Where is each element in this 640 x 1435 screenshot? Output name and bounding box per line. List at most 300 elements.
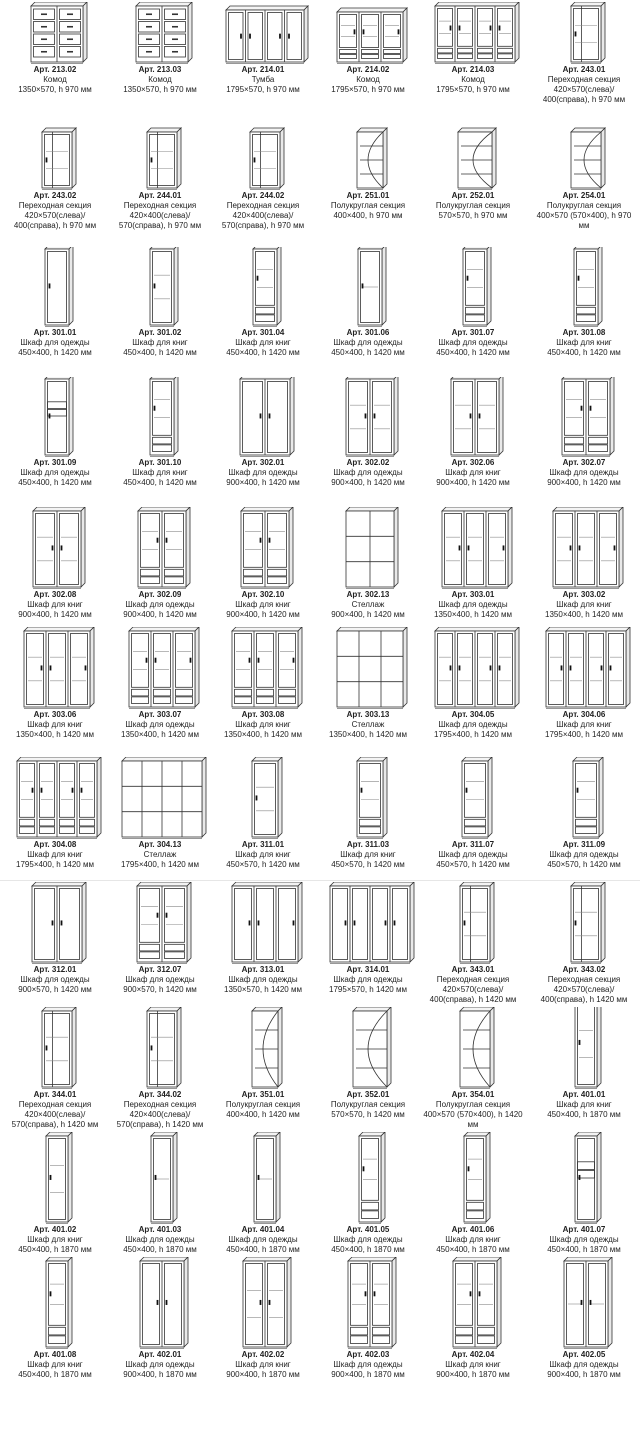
wardrobe-icon — [536, 377, 632, 457]
item-name: Шкаф для книг — [445, 468, 501, 477]
bookcase-icon — [536, 1007, 632, 1089]
section-divider — [0, 880, 640, 881]
item-caption — [2, 1225, 108, 1255]
transition-section-icon — [425, 882, 521, 964]
item-name: Комод — [43, 75, 67, 84]
item-caption — [2, 65, 108, 95]
catalog-item — [210, 1257, 316, 1380]
item-name: Переходная секция 420×570(слева)/ 400(справа), h 970 мм — [542, 75, 626, 104]
catalog-item — [315, 122, 421, 221]
item-article: Арт. 302.10 — [241, 590, 285, 599]
item-article: Арт. 301.02 — [138, 328, 182, 337]
item-article: Арт. 344.02 — [138, 1090, 182, 1099]
sideboard-icon — [215, 2, 311, 64]
catalog-item — [210, 247, 316, 358]
item-dimensions: 450×400, h 1420 мм — [226, 348, 300, 357]
bookcase-icon — [425, 377, 521, 457]
item-article: Арт. 304.05 — [451, 710, 495, 719]
catalog-item — [531, 122, 637, 231]
item-article: Арт. 303.06 — [33, 710, 77, 719]
item-caption — [315, 1350, 421, 1380]
item-dimensions: 1795×400, h 1420 мм — [16, 860, 94, 869]
catalog-item — [2, 2, 108, 95]
item-article: Арт. 244.02 — [241, 191, 285, 200]
item-caption — [210, 1090, 316, 1120]
item-article: Арт. 303.07 — [138, 710, 182, 719]
item-caption — [315, 1225, 421, 1255]
catalog-item — [2, 247, 108, 358]
item-name: Переходная секция 420×400(слева)/ 570(справа), h 1420 мм — [11, 1100, 99, 1129]
item-name: Полукруглая секция — [330, 201, 406, 210]
catalog-item — [210, 882, 316, 995]
item-article: Арт. 302.01 — [241, 458, 285, 467]
catalog-item — [210, 377, 316, 488]
item-dimensions: 900×400, h 1420 мм — [331, 478, 405, 487]
item-article: Арт. 311.09 — [562, 840, 606, 849]
item-caption — [420, 328, 526, 358]
catalog-item — [2, 882, 108, 995]
chest-of-drawers-icon — [7, 2, 103, 64]
item-dimensions: 1350×400, h 1420 мм — [121, 730, 199, 739]
item-dimensions: 450×400, h 1870 мм — [547, 1110, 621, 1119]
item-article: Арт. 312.07 — [138, 965, 182, 974]
bookcase-icon — [7, 507, 103, 589]
item-name: Комод — [356, 75, 380, 84]
item-caption — [531, 328, 637, 358]
bookcase-icon — [215, 627, 311, 709]
wardrobe-icon — [425, 627, 521, 709]
item-name: Шкаф для книг — [556, 1100, 612, 1109]
item-article: Арт. 354.01 — [451, 1090, 495, 1099]
item-article: Арт. 401.07 — [562, 1225, 606, 1234]
item-dimensions: 900×400, h 1870 мм — [226, 1370, 300, 1379]
item-caption — [315, 65, 421, 95]
item-article: Арт. 302.02 — [346, 458, 390, 467]
item-article: Арт. 304.06 — [562, 710, 606, 719]
catalog-item — [2, 1257, 108, 1380]
catalog-item — [420, 507, 526, 620]
item-article: Арт. 304.13 — [138, 840, 182, 849]
item-article: Арт. 213.03 — [138, 65, 182, 74]
transition-section-icon — [7, 122, 103, 190]
item-dimensions: 450×400, h 1870 мм — [547, 1245, 621, 1254]
item-article: Арт. 402.04 — [451, 1350, 495, 1359]
item-name: Тумба — [251, 75, 275, 84]
round-shelf-icon — [215, 1007, 311, 1089]
wardrobe-icon — [215, 882, 311, 964]
item-article: Арт. 301.01 — [33, 328, 77, 337]
catalog-item — [531, 507, 637, 620]
item-article: Арт. 301.10 — [138, 458, 182, 467]
catalog-item — [2, 757, 108, 870]
item-dimensions: 450×570, h 1420 мм — [226, 860, 300, 869]
item-dimensions: 450×570, h 1420 мм — [331, 860, 405, 869]
item-article: Арт. 401.08 — [33, 1350, 77, 1359]
item-article: Арт. 213.02 — [33, 65, 77, 74]
item-article: Арт. 344.01 — [33, 1090, 77, 1099]
item-article: Арт. 313.01 — [241, 965, 285, 974]
catalog-item — [210, 1132, 316, 1255]
catalog-item — [315, 1257, 421, 1380]
item-caption — [210, 1350, 316, 1380]
catalog-item — [420, 2, 526, 95]
catalog-item — [210, 507, 316, 620]
item-dimensions: 1795×570, h 1420 мм — [329, 985, 407, 994]
wardrobe-icon — [7, 882, 103, 964]
catalog-item — [531, 882, 637, 1005]
item-caption — [107, 328, 213, 358]
item-name: Полукруглая секция 400×570 (570×400), h 1420 мм — [423, 1100, 523, 1129]
item-caption — [531, 191, 637, 231]
item-caption — [2, 710, 108, 740]
wardrobe-icon — [320, 247, 416, 327]
item-caption — [210, 965, 316, 995]
item-name: Переходная секция 420×570(слева)/ 400(справа), h 970 мм — [13, 201, 97, 230]
item-name: Шкаф для книг — [235, 720, 291, 729]
catalog-item — [531, 247, 637, 358]
item-caption — [315, 840, 421, 870]
item-caption — [210, 590, 316, 620]
item-article: Арт. 343.02 — [562, 965, 606, 974]
wardrobe-icon — [320, 882, 416, 964]
item-article: Арт. 352.01 — [346, 1090, 390, 1099]
item-dimensions: 1350×400, h 1420 мм — [16, 730, 94, 739]
item-name: Шкаф для одежды — [20, 468, 90, 477]
item-article: Арт. 302.09 — [138, 590, 182, 599]
item-dimensions: 900×570, h 1420 мм — [123, 985, 197, 994]
item-caption — [107, 840, 213, 870]
item-dimensions: 1795×400, h 1420 мм — [545, 730, 623, 739]
item-article: Арт. 301.08 — [562, 328, 606, 337]
item-dimensions: 450×400, h 1870 мм — [331, 1245, 405, 1254]
wardrobe-icon — [112, 1132, 208, 1224]
catalog-item — [107, 2, 213, 95]
item-name: Переходная секция 420×570(слева)/ 400(справа), h 1420 мм — [429, 975, 517, 1004]
item-name: Шкаф для книг — [235, 600, 291, 609]
bookcase-icon — [536, 627, 632, 709]
item-caption — [2, 191, 108, 231]
bookcase-icon — [7, 1132, 103, 1224]
wardrobe-icon — [320, 1132, 416, 1224]
item-name: Комод — [461, 75, 485, 84]
item-caption — [210, 65, 316, 95]
catalog-item — [315, 247, 421, 358]
wardrobe-icon — [7, 247, 103, 327]
bookcase-icon — [425, 1132, 521, 1224]
item-caption — [531, 965, 637, 1005]
item-caption — [2, 965, 108, 995]
bookcase-icon — [320, 757, 416, 839]
item-article: Арт. 301.09 — [33, 458, 77, 467]
item-article: Арт. 401.05 — [346, 1225, 390, 1234]
catalog-item — [420, 122, 526, 221]
item-article: Арт. 351.01 — [241, 1090, 285, 1099]
item-caption — [420, 1225, 526, 1255]
item-name: Шкаф для одежды — [125, 1235, 195, 1244]
item-dimensions: 1795×570, h 970 мм — [226, 85, 300, 94]
item-article: Арт. 401.01 — [562, 1090, 606, 1099]
item-caption — [315, 458, 421, 488]
wardrobe-icon — [425, 247, 521, 327]
chest-of-drawers-icon — [112, 2, 208, 64]
item-dimensions: 900×400, h 1420 мм — [226, 478, 300, 487]
item-caption — [2, 840, 108, 870]
item-caption — [2, 1090, 108, 1130]
item-caption — [210, 191, 316, 231]
item-dimensions: 450×400, h 1870 мм — [226, 1245, 300, 1254]
item-name: Шкаф для одежды — [125, 720, 195, 729]
catalog-item — [420, 1132, 526, 1255]
item-name: Стеллаж — [143, 850, 177, 859]
catalog-item — [2, 507, 108, 620]
round-shelf-icon — [536, 122, 632, 190]
transition-section-icon — [7, 1007, 103, 1089]
item-dimensions: 450×400, h 1420 мм — [18, 348, 92, 357]
catalog-item — [2, 122, 108, 231]
item-caption — [107, 65, 213, 95]
item-name: Шкаф для одежды — [228, 975, 298, 984]
item-name: Шкаф для одежды — [125, 1360, 195, 1369]
catalog-item — [531, 757, 637, 870]
item-dimensions: 1795×570, h 970 мм — [331, 85, 405, 94]
catalog-item — [210, 1007, 316, 1120]
item-article: Арт. 402.03 — [346, 1350, 390, 1359]
item-name: Стеллаж — [351, 720, 385, 729]
item-name: Шкаф для книг — [27, 1360, 83, 1369]
item-name: Шкаф для одежды — [333, 468, 403, 477]
wardrobe-icon — [536, 1257, 632, 1349]
item-name: Шкаф для одежды — [438, 850, 508, 859]
item-article: Арт. 244.01 — [138, 191, 182, 200]
wardrobe-icon — [320, 377, 416, 457]
item-caption — [531, 1090, 637, 1120]
item-caption — [531, 458, 637, 488]
catalog-item — [107, 507, 213, 620]
item-article: Арт. 402.01 — [138, 1350, 182, 1359]
bookcase-icon — [215, 757, 311, 839]
item-caption — [531, 840, 637, 870]
item-article: Арт. 401.03 — [138, 1225, 182, 1234]
item-article: Арт. 302.08 — [33, 590, 77, 599]
item-caption — [420, 710, 526, 740]
catalog-item — [420, 1007, 526, 1130]
item-article: Арт. 303.01 — [451, 590, 495, 599]
item-caption — [315, 328, 421, 358]
catalog-item — [107, 377, 213, 488]
item-name: Шкаф для книг — [27, 850, 83, 859]
transition-section-icon — [536, 882, 632, 964]
bookcase-icon — [7, 757, 103, 839]
item-dimensions: 900×400, h 1420 мм — [331, 610, 405, 619]
item-name: Шкаф для одежды — [549, 850, 619, 859]
item-name: Шкаф для одежды — [333, 975, 403, 984]
open-rack-icon — [112, 757, 208, 839]
item-article: Арт. 311.03 — [346, 840, 390, 849]
item-article: Арт. 401.06 — [451, 1225, 495, 1234]
catalog-item — [2, 1132, 108, 1255]
item-dimensions: 900×400, h 1870 мм — [547, 1370, 621, 1379]
item-caption — [531, 65, 637, 105]
bookcase-icon — [425, 1257, 521, 1349]
item-name: Переходная секция 420×400(слева)/ 570(справа), h 970 мм — [221, 201, 305, 230]
item-caption — [210, 710, 316, 740]
bookcase-icon — [536, 507, 632, 589]
item-caption — [420, 191, 526, 221]
catalog-item — [210, 627, 316, 740]
catalog-item — [210, 122, 316, 231]
catalog-item — [531, 1007, 637, 1120]
item-name: Шкаф для книг — [556, 600, 612, 609]
catalog-item — [2, 1007, 108, 1130]
item-name: Шкаф для книг — [235, 338, 291, 347]
bookcase-icon — [7, 1257, 103, 1349]
item-name: Шкаф для одежды — [549, 1235, 619, 1244]
item-dimensions: 1350×570, h 970 мм — [123, 85, 197, 94]
item-article: Арт. 214.02 — [346, 65, 390, 74]
catalog-item — [420, 247, 526, 358]
item-caption — [420, 1090, 526, 1130]
catalog-item — [531, 377, 637, 488]
bookcase-icon — [215, 507, 311, 589]
item-name: Шкаф для книг — [27, 720, 83, 729]
item-name: Шкаф для одежды — [333, 1360, 403, 1369]
item-name: Шкаф для одежды — [549, 468, 619, 477]
item-caption — [420, 590, 526, 620]
item-caption — [210, 1225, 316, 1255]
item-dimensions: 900×400, h 1420 мм — [436, 478, 510, 487]
wardrobe-icon — [425, 507, 521, 589]
item-article: Арт. 303.13 — [346, 710, 390, 719]
item-caption — [2, 1350, 108, 1380]
item-caption — [420, 65, 526, 95]
item-dimensions: 450×400, h 1420 мм — [436, 348, 510, 357]
item-caption — [315, 710, 421, 740]
wardrobe-icon — [7, 377, 103, 457]
catalog-item — [420, 757, 526, 870]
item-caption — [107, 458, 213, 488]
item-article: Арт. 252.01 — [451, 191, 495, 200]
item-article: Арт. 214.03 — [451, 65, 495, 74]
catalog-item — [315, 757, 421, 870]
item-dimensions: 450×400, h 1420 мм — [547, 348, 621, 357]
wardrobe-icon — [215, 377, 311, 457]
item-dimensions: 1350×400, h 1420 мм — [545, 610, 623, 619]
item-caption — [210, 458, 316, 488]
item-name: Шкаф для одежды — [228, 1235, 298, 1244]
transition-section-icon — [112, 122, 208, 190]
item-dimensions: 1795×570, h 970 мм — [436, 85, 510, 94]
catalog-item — [315, 627, 421, 740]
item-article: Арт. 401.04 — [241, 1225, 285, 1234]
item-dimensions: 900×400, h 1870 мм — [436, 1370, 510, 1379]
item-dimensions: 450×570, h 1420 мм — [436, 860, 510, 869]
item-name: Шкаф для одежды — [438, 720, 508, 729]
item-article: Арт. 311.07 — [451, 840, 495, 849]
item-article: Арт. 402.02 — [241, 1350, 285, 1359]
item-name: Шкаф для одежды — [228, 468, 298, 477]
item-name: Шкаф для одежды — [333, 1235, 403, 1244]
item-caption — [531, 590, 637, 620]
item-name: Шкаф для книг — [27, 1235, 83, 1244]
item-dimensions: 400×400, h 970 мм — [333, 211, 403, 220]
catalog-item — [420, 1257, 526, 1380]
item-caption — [420, 965, 526, 1005]
catalog-item — [2, 377, 108, 488]
catalog-item — [315, 882, 421, 995]
catalog-item — [107, 757, 213, 870]
item-caption — [107, 965, 213, 995]
catalog-item — [107, 627, 213, 740]
item-name: Шкаф для одежды — [125, 975, 195, 984]
item-dimensions: 450×400, h 1420 мм — [18, 478, 92, 487]
item-name: Стеллаж — [351, 600, 385, 609]
round-shelf-icon — [320, 1007, 416, 1089]
item-dimensions: 1350×400, h 1420 мм — [224, 730, 302, 739]
item-name: Шкаф для книг — [445, 1235, 501, 1244]
item-name: Шкаф для одежды — [20, 975, 90, 984]
item-name: Полукруглая секция — [225, 1100, 301, 1109]
item-dimensions: 1795×400, h 1420 мм — [121, 860, 199, 869]
item-article: Арт. 304.08 — [33, 840, 77, 849]
item-dimensions: 900×400, h 1870 мм — [331, 1370, 405, 1379]
item-caption — [2, 328, 108, 358]
item-dimensions: 570×570, h 970 мм — [438, 211, 508, 220]
item-name: Шкаф для книг — [27, 600, 83, 609]
catalog-item — [107, 1132, 213, 1255]
chest-of-drawers-icon — [425, 2, 521, 64]
item-article: Арт. 401.02 — [33, 1225, 77, 1234]
item-caption — [420, 840, 526, 870]
item-name: Шкаф для одежды — [333, 338, 403, 347]
catalog-item — [107, 882, 213, 995]
item-caption — [420, 1350, 526, 1380]
item-name: Полукруглая секция — [330, 1100, 406, 1109]
item-name: Полукруглая секция — [435, 201, 511, 210]
wardrobe-icon — [425, 757, 521, 839]
item-dimensions: 900×400, h 1420 мм — [226, 610, 300, 619]
item-dimensions: 450×400, h 1870 мм — [436, 1245, 510, 1254]
catalog-item — [315, 2, 421, 95]
item-name: Шкаф для книг — [445, 1360, 501, 1369]
item-name: Шкаф для одежды — [438, 600, 508, 609]
catalog-item — [531, 2, 637, 105]
item-name: Шкаф для книг — [556, 720, 612, 729]
bookcase-icon — [536, 247, 632, 327]
item-caption — [531, 1350, 637, 1380]
wardrobe-icon — [112, 1257, 208, 1349]
item-article: Арт. 251.01 — [346, 191, 390, 200]
item-name: Шкаф для одежды — [438, 338, 508, 347]
item-dimensions: 450×400, h 1420 мм — [123, 478, 197, 487]
item-article: Арт. 312.01 — [33, 965, 77, 974]
item-article: Арт. 343.01 — [451, 965, 495, 974]
round-shelf-icon — [425, 122, 521, 190]
open-rack-icon — [320, 507, 416, 589]
item-article: Арт. 301.04 — [241, 328, 285, 337]
item-caption — [107, 1090, 213, 1130]
item-caption — [315, 590, 421, 620]
item-caption — [107, 710, 213, 740]
item-name: Шкаф для одежды — [125, 600, 195, 609]
catalog-item — [210, 757, 316, 870]
wardrobe-icon — [215, 1132, 311, 1224]
item-name: Комод — [148, 75, 172, 84]
item-article: Арт. 302.07 — [562, 458, 606, 467]
item-caption — [210, 840, 316, 870]
transition-section-icon — [215, 122, 311, 190]
catalog-item — [315, 507, 421, 620]
catalog-item — [315, 1007, 421, 1120]
